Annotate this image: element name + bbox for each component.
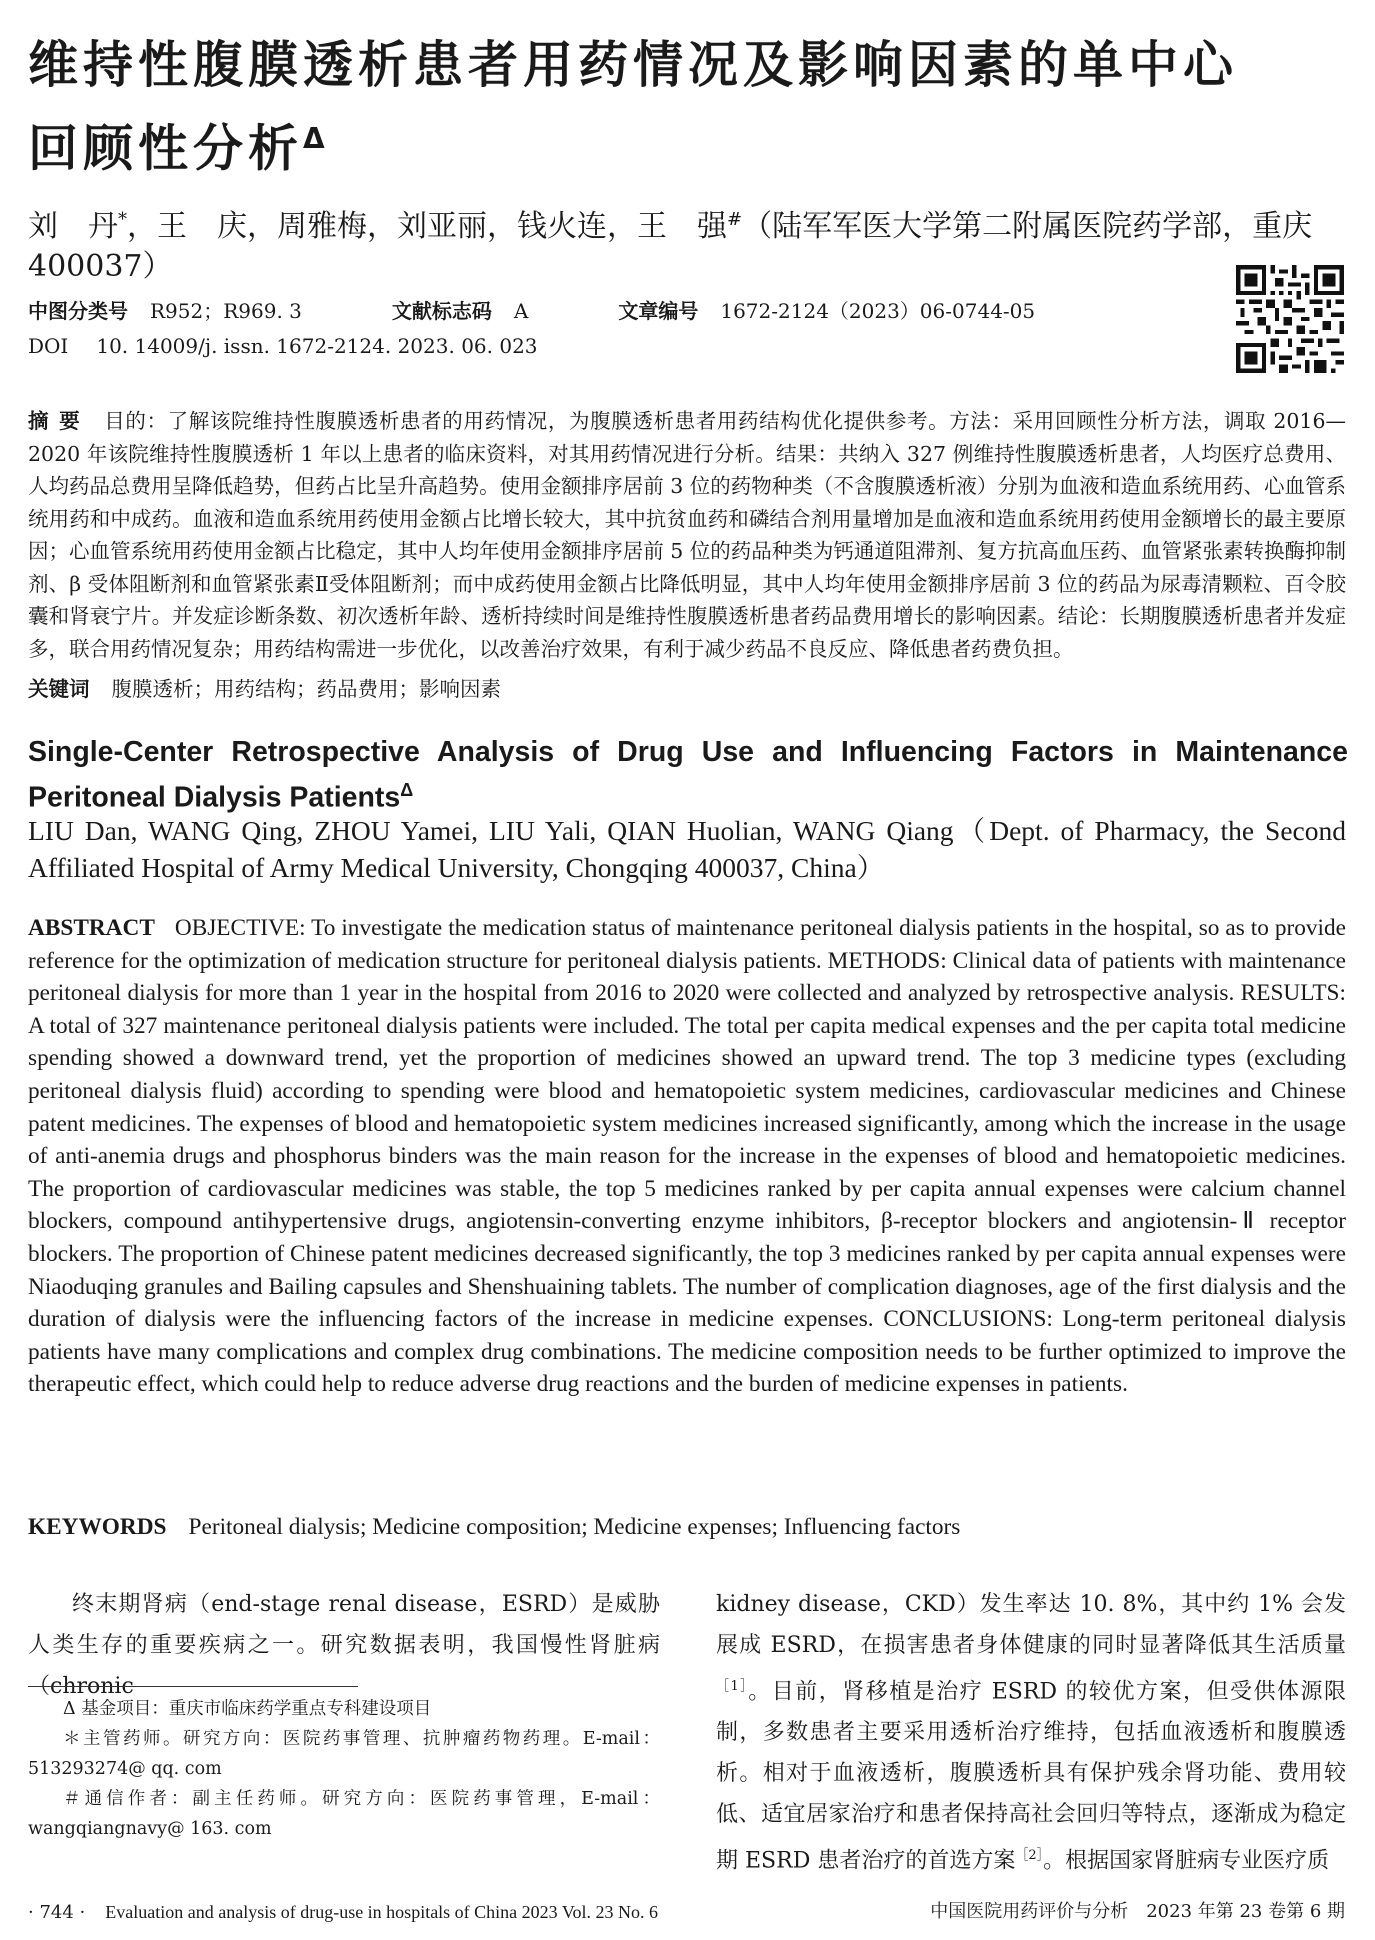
title-line-1: 维持性腹膜透析患者用药情况及影响因素的单中心 (28, 36, 1238, 94)
journal-name-cn: 中国医院用药评价与分析 2023 年第 23 卷第 6 期 (930, 1901, 1345, 1922)
affiliation: （陆军军医大学第二附属医院药学部，重庆 400037） (28, 209, 1343, 284)
citation-1[interactable]: ［1］ (716, 1679, 749, 1694)
cn-keywords-text: 腹膜透析；用药结构；药品费用；影响因素 (111, 677, 501, 701)
corresponding-mark: # (727, 209, 743, 230)
english-authors: LIU Dan, WANG Qing, ZHOU Yamei, LIU Yali, QIAN Huolian, WANG Qiang（Dept. of Pharmacy, the Second Affiliated Hospital of Army Medical University, Chongqing 400037, China） (28, 815, 1346, 883)
citation-2[interactable]: ［2］ (1015, 1848, 1044, 1864)
chinese-keywords (28, 673, 501, 705)
doc-code-value: A (513, 299, 529, 323)
doc-code-label: 文献标志码 (391, 299, 492, 323)
clc-label: 中图分类号 (28, 299, 128, 323)
article-no-value: 1672-2124（2023）06-0744-05 (720, 299, 1036, 323)
body-right-text-b: 。目前，肾移植是治疗 ESRD 的较优方案，但受供体源限制，多数患者主要采用透析治疗维持，包括血液透析和腹膜透析。相对于血液透析，腹膜透析具有保护残余肾功能、费用较低、适宜居家治疗和患者保持高社会回归等特点，逐渐成为稳定期 ESRD 患者治疗的首选方案 (716, 1679, 1346, 1874)
footnote-fund: Δ 基金项目：重庆市临床药学重点专科建设项目 (63, 1699, 432, 1719)
doi-line (28, 332, 538, 360)
body-right-text-a: kidney disease，CKD）发生率达 10. 8%，其中约 1% 会发展成 ESRD，在损害患者身体健康的同时显著降低其生活质量 (716, 1592, 1346, 1658)
title-fund-mark: Δ (303, 122, 325, 155)
journal-name-en: Evaluation and analysis of drug-use in hospitals of China 2023 Vol. 23 No. 6 (105, 1902, 659, 1922)
en-keywords-label: KEYWORDS (28, 1514, 167, 1540)
english-title (28, 733, 1348, 817)
footnote-first-author: ＊主管药师。研究方向：医院药事管理、抗肿瘤药物药理。E-mail：513293274@ qq. com (28, 1729, 660, 1779)
body-right-text-c: 。根据国家肾脏病专业医疗质 (1043, 1848, 1330, 1874)
footnote-corresponding: ＃通信作者：副主任药师。研究方向：医院药事管理，E-mail：wangqiangnavy@ 163. com (28, 1789, 660, 1839)
clc-value: R952；R969. 3 (150, 299, 302, 323)
footnotes (28, 1694, 660, 1844)
english-keywords (28, 1511, 960, 1543)
author-line (28, 200, 1348, 287)
english-title-text: Single-Center Retrospective Analysis of Drug Use and Influencing Factors in Maintenance Peritoneal Dialysis Patients (28, 736, 1348, 814)
other-authors: ，王 庆，周雅梅，刘亚丽，钱火连，王 强 (127, 209, 727, 244)
en-abstract-text: OBJECTIVE: To investigate the medication status of maintenance peritoneal dialysis patients in the hospital, so as to provide reference for the optimization of medication structure for peritoneal dialysis patients. METHODS: Clinical data of patients with maintenance peritoneal dialysis for more than 1 year in the hospital from 2016 to 2020 were collected and analyzed by retrospective analysis. RESULTS: A total of 327 maintenance peritoneal dialysis patients were included. The total per capita medical expenses and the per capita total medicine spending showed a downward trend, yet the proportion of medicines showed an upward trend. The top 3 medicine types (excluding peritoneal dialysis fluid) according to spending were blood and hematopoietic system medicines, cardiovascular medicines and Chinese patent medicines. The expenses of blood and hematopoietic system medicines increased significantly, among which the increase in the usage of anti-anemia drugs and phosphorus binders was the main reason for the increase in the expenses of blood and hematopoietic medicines. The proportion of cardiovascular medicines was stable, the top 5 medicines ranked by per capita annual expenses were calcium channel blockers, compound antihypertensive drugs, angiotensin-converting enzyme inhibitors, β-receptor blockers and angiotensin-Ⅱ receptor blockers. The proportion of Chinese patent medicines decreased significantly, the top 3 medicines ranked by per capita annual expenses were Niaoduqing granules and Bailing capsules and Shenshuaining tablets. The number of complication diagnoses, age of the first dialysis and the duration of dialysis were the influencing factors of the increase in medicine expenses. CONCLUSIONS: Long-term peritoneal dialysis patients have many complications and complex drug combinations. The medicine composition needs to be further optimized to improve the therapeutic effect, which could help to reduce adverse drug reactions and the burden of medicine expenses in patients. (28, 915, 1346, 1398)
first-author: 刘 丹 (28, 209, 118, 244)
body-right-column (716, 1584, 1346, 1882)
english-title-mark: Δ (400, 780, 414, 800)
page-number: · 744 · (28, 1902, 86, 1923)
title-line-2: 回顾性分析 (28, 119, 303, 178)
footer-left (28, 1898, 658, 1927)
classification-line (28, 297, 1035, 325)
cn-abstract-label: 摘要 (28, 409, 91, 433)
qr-code-icon (1236, 265, 1344, 373)
article-no-label: 文章编号 (618, 299, 699, 323)
chinese-abstract (28, 405, 1346, 665)
article-title (28, 28, 1358, 186)
en-abstract-label: ABSTRACT (28, 915, 155, 941)
doi-value: 10. 14009/j. issn. 1672-2124. 2023. 06. 023 (96, 334, 538, 358)
cn-abstract-text: 目的：了解该院维持性腹膜透析患者的用药情况，为腹膜透析患者用药结构优化提供参考。方法：采用回顾性分析方法，调取 2016—2020 年该院维持性腹膜透析 1 年以上患者的临床资料，对其用药情况进行分析。结果：共纳入 327 例维持性腹膜透析患者，人均医疗总费用、人均药品总费用呈降低趋势，但药占比呈升高趋势。使用金额排序居前 3 位的药物种类（不含腹膜透析液）分别为血液和造血系统用药、心血管系统用药和中成药。血液和造血系统用药使用金额占比增长较大，其中抗贫血药和磷结合剂用量增加是血液和造血系统用药使用金额增长的最主要原因；心血管系统用药使用金额占比稳定，其中人均年使用金额排序居前 5 位的药品种类为钙通道阻滞剂、复方抗高血压药、血管紧张素转换酶抑制剂、β 受体阻断剂和血管紧张素Ⅱ受体阻断剂；而中成药使用金额占比降低明显，其中人均年使用金额排序居前 3 位的药品为尿毒清颗粒、百令胶囊和肾衰宁片。并发症诊断条数、初次透析年龄、透析持续时间是维持性腹膜透析患者药品费用增长的影响因素。结论：长期腹膜透析患者并发症多，联合用药情况复杂；用药结构需进一步优化，以改善治疗效果，有利于减少药品不良反应、降低患者药费负担。 (28, 409, 1347, 661)
english-abstract (28, 912, 1346, 1401)
first-author-mark: * (118, 209, 127, 230)
footnote-divider (28, 1686, 358, 1687)
cn-keywords-label: 关键词 (28, 677, 90, 701)
body-left-column: 终末期肾病（end-stage renal disease，ESRD）是威胁人类生存的重要疾病之一。研究数据表明，我国慢性肾脏病（chronic (28, 1592, 660, 1699)
doi-label: DOI (28, 334, 69, 358)
en-keywords-text: Peritoneal dialysis; Medicine composition; Medicine expenses; Influencing factors (188, 1514, 961, 1540)
